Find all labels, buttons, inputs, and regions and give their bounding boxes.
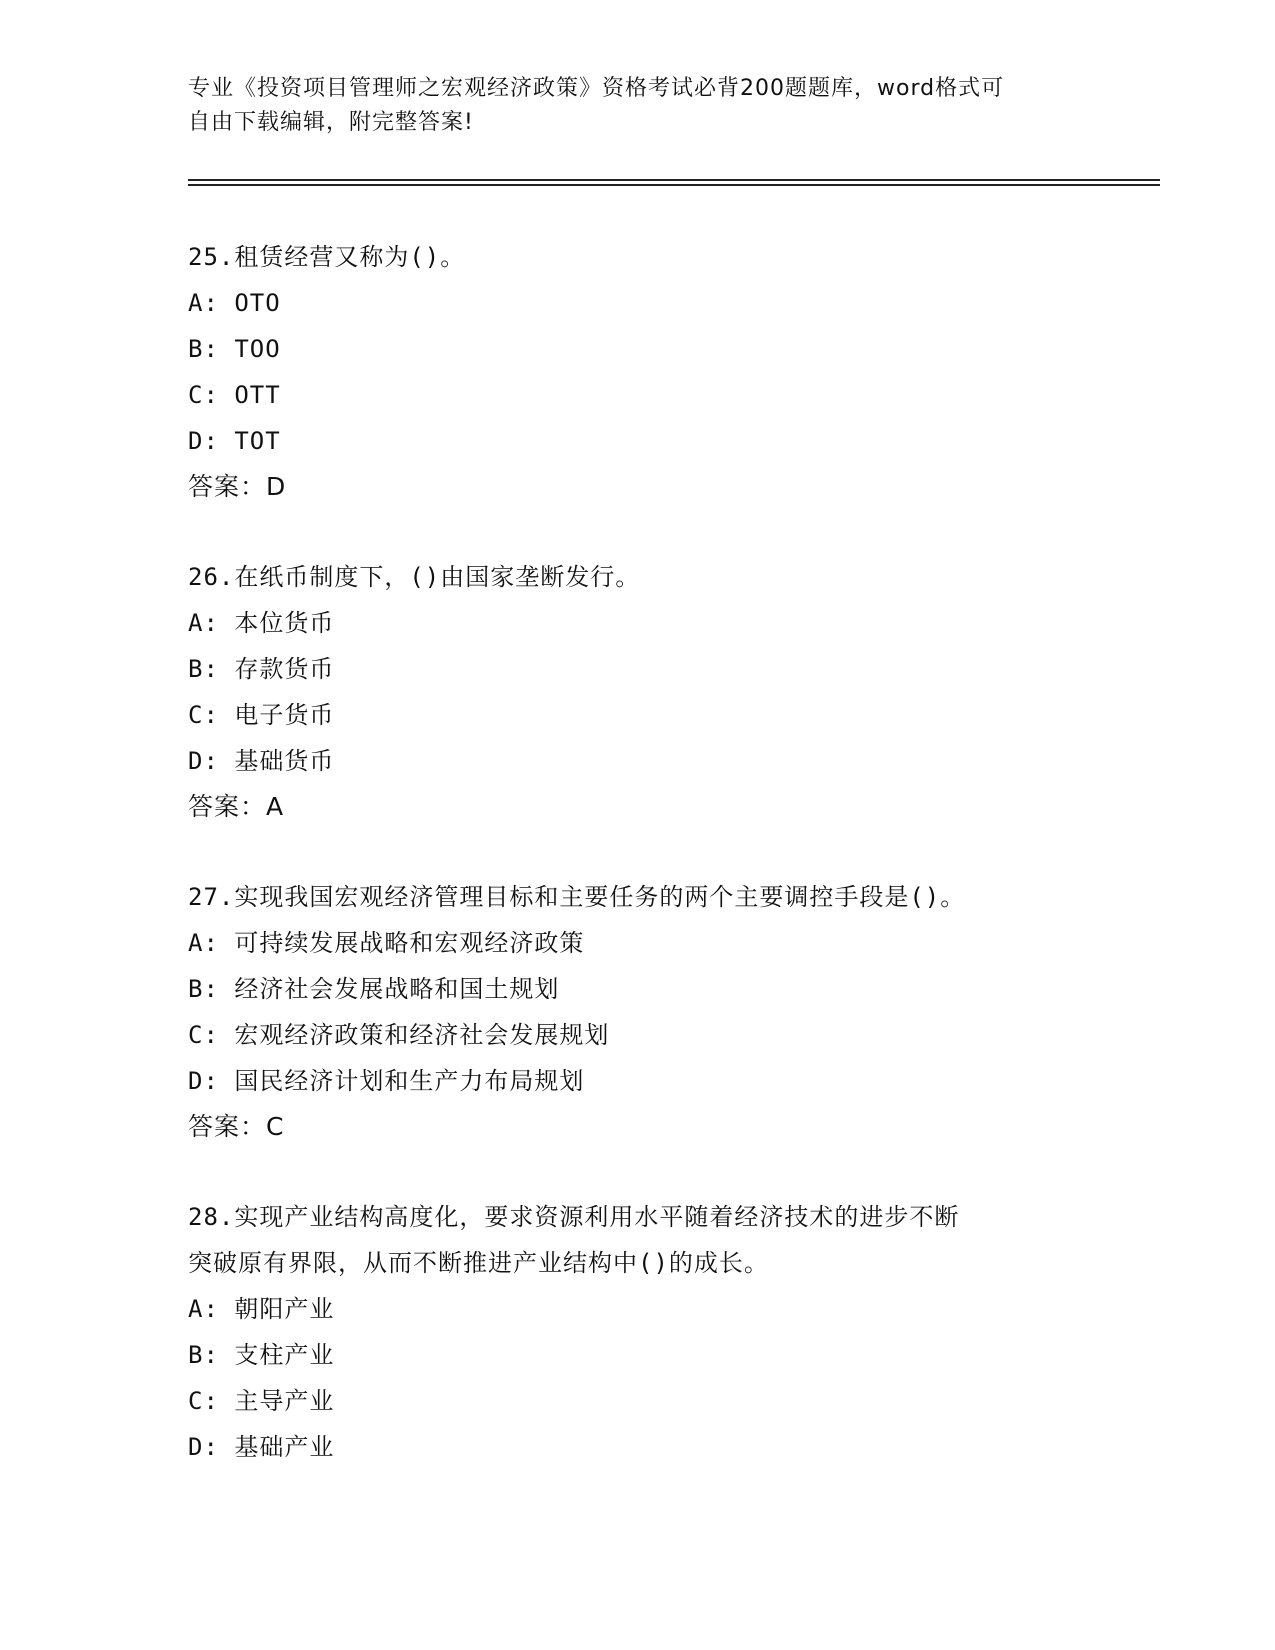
option-b: B: 存款货币 — [188, 655, 335, 683]
option-d: D: 基础产业 — [188, 1433, 335, 1461]
question-27 — [188, 874, 1148, 1150]
option-c: C: 主导产业 — [188, 1387, 335, 1415]
answer-value: A — [266, 792, 285, 821]
answer-line — [188, 1104, 1148, 1150]
question-stem: 25.租赁经营又称为()。 — [188, 243, 466, 271]
question-26 — [188, 554, 1148, 830]
answer-label: 答案： — [188, 1112, 267, 1141]
option-d: D: 基础货币 — [188, 747, 335, 775]
answer-line — [188, 464, 1148, 510]
option-a: A: 朝阳产业 — [188, 1295, 335, 1323]
question-stem-continued: 突破原有界限，从而不断推进产业结构中()的成长。 — [188, 1249, 769, 1277]
question-25 — [188, 234, 1148, 510]
header-line-2: 自由下载编辑，附完整答案! — [188, 110, 474, 135]
question-stem: 28.实现产业结构高度化，要求资源利用水平随着经济技术的进步不断 — [188, 1203, 960, 1231]
option-a: A: OTO — [188, 289, 281, 317]
question-28 — [188, 1194, 1148, 1470]
option-b: B: 支柱产业 — [188, 1341, 335, 1369]
answer-label: 答案： — [188, 792, 267, 821]
option-b: B: TOO — [188, 335, 281, 363]
answer-value: D — [266, 472, 287, 501]
option-a: A: 可持续发展战略和宏观经济政策 — [188, 929, 585, 957]
option-a: A: 本位货币 — [188, 609, 335, 637]
option-b: B: 经济社会发展战略和国土规划 — [188, 975, 560, 1003]
question-stem: 27.实现我国宏观经济管理目标和主要任务的两个主要调控手段是()。 — [188, 883, 966, 911]
answer-label: 答案： — [188, 472, 267, 501]
option-c: C: 宏观经济政策和经济社会发展规划 — [188, 1021, 610, 1049]
question-stem: 26.在纸币制度下，()由国家垄断发行。 — [188, 563, 641, 591]
header-line-1: 专业《投资项目管理师之宏观经济政策》资格考试必背200题题库，word格式可 — [188, 76, 1005, 101]
option-d: D: 国民经济计划和生产力布局规划 — [188, 1067, 585, 1095]
answer-line — [188, 784, 1148, 830]
option-d: D: TOT — [188, 427, 281, 455]
option-c: C: 电子货币 — [188, 701, 335, 729]
header-divider-top — [188, 179, 1160, 181]
option-c: C: OTT — [188, 381, 281, 409]
answer-value: C — [266, 1112, 285, 1141]
header-divider-bottom — [188, 184, 1160, 186]
document-header — [188, 72, 1088, 140]
